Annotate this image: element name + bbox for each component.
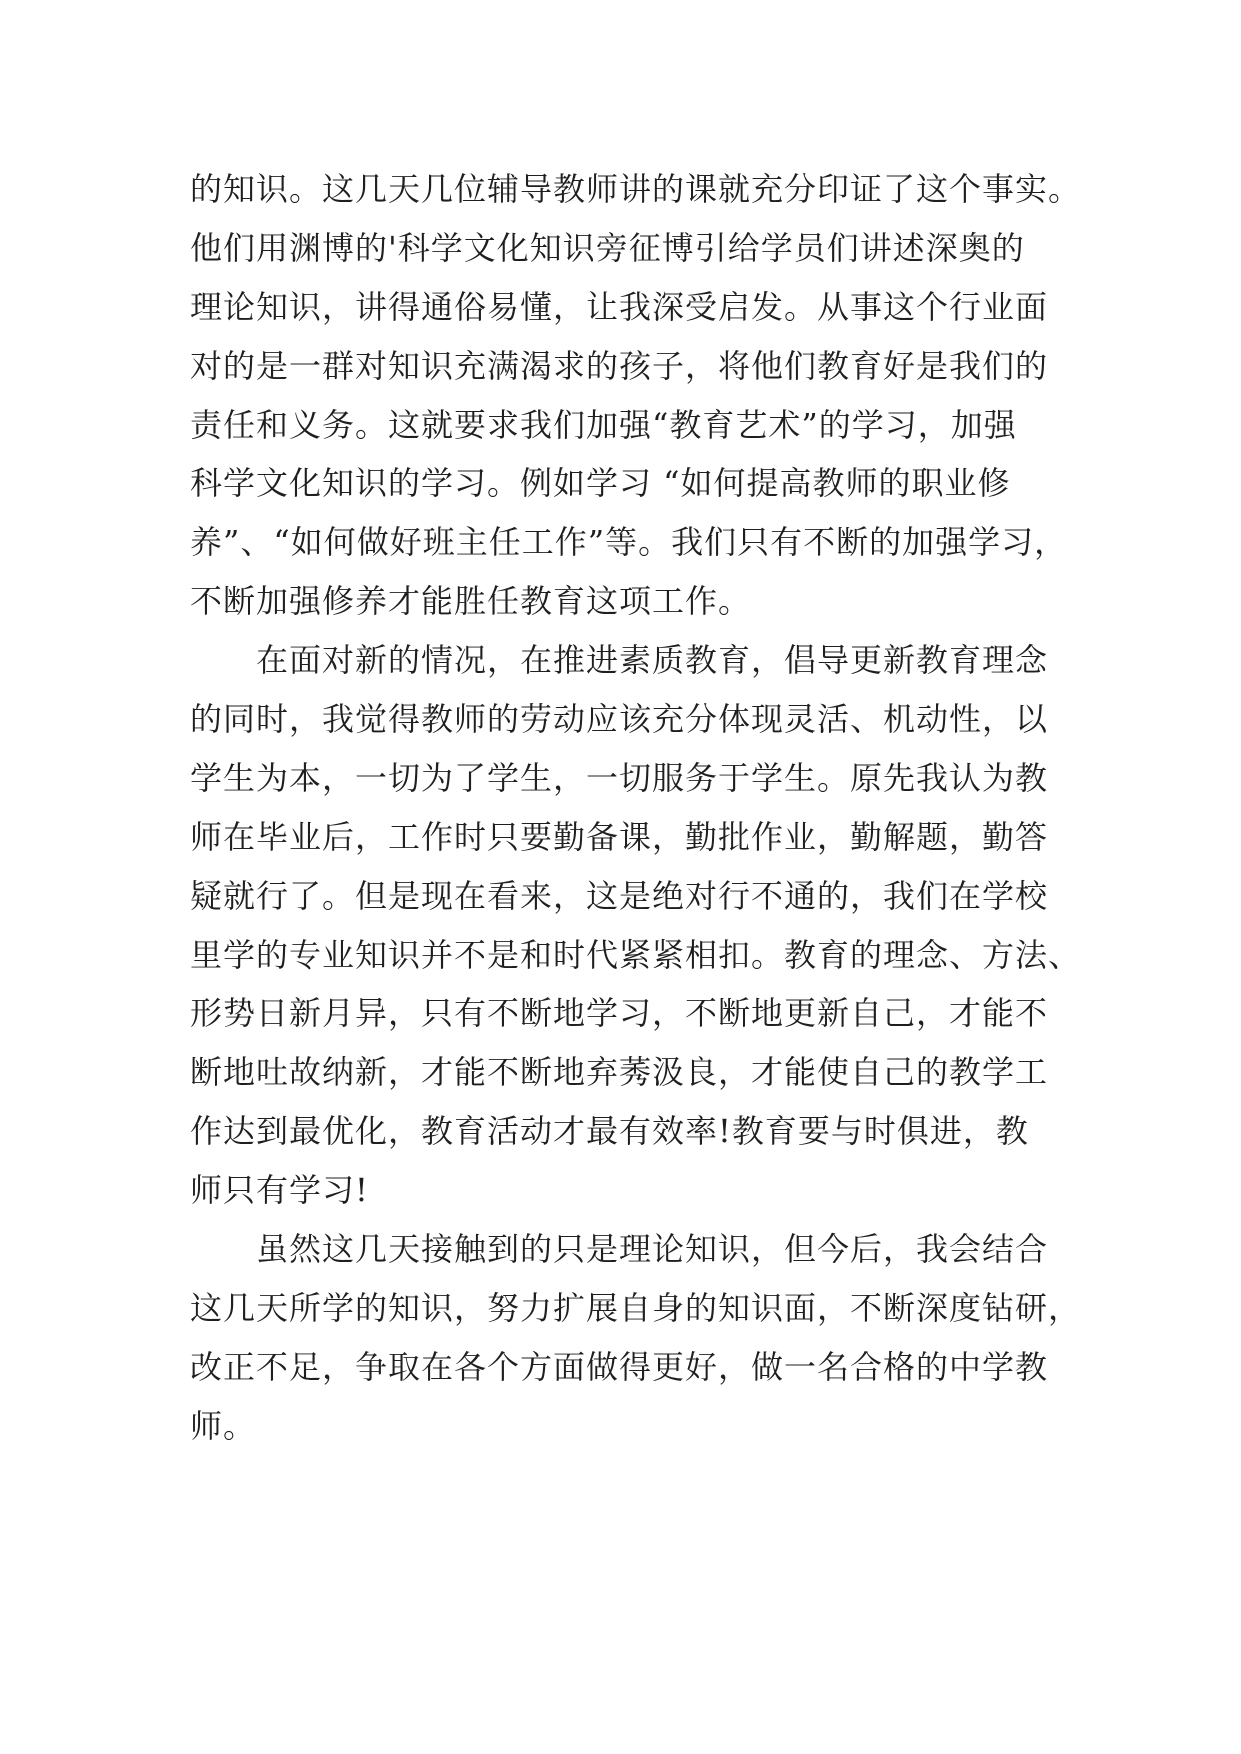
text-line: 在面对新的情况，在推进素质教育，倡导更新教育理念 <box>190 641 1049 680</box>
text-line: 里学的专业知识并不是和时代紧紧相扣。教育的理念、方法、 <box>190 935 1082 974</box>
text-line: 的知识。这几天几位辅导教师讲的课就充分印证了这个事实。 <box>190 170 1082 208</box>
text-line: 责任和义务。这就要求我们加强“教育艺术”的学习，加强 <box>190 405 1017 444</box>
text-line: 师只有学习! <box>190 1171 369 1210</box>
text-line: 他们用渊博的'科学文化知识旁征博引给学员们讲述深奥的 <box>190 228 1025 267</box>
text-line: 虽然这几天接触到的只是理论知识，但今后，我会结合 <box>190 1230 1049 1269</box>
text-line: 这几天所学的知识，努力扩展自身的知识面，不断深度钻研， <box>190 1288 1082 1327</box>
text-line: 师。 <box>190 1406 257 1445</box>
text-line: 对的是一群对知识充满渴求的孩子，将他们教育好是我们的 <box>190 346 1049 385</box>
text-line: 形势日新月异，只有不断地学习，不断地更新自己，才能不 <box>190 994 1049 1033</box>
text-line: 的同时，我觉得教师的劳动应该充分体现灵活、机动性，以 <box>190 700 1049 739</box>
text-line: 科学文化知识的学习。例如学习 “如何提高教师的职业修 <box>190 464 1011 503</box>
text-line: 断地吐故纳新，才能不断地弃莠汲良，才能使自己的教学工 <box>190 1053 1049 1092</box>
text-line: 疑就行了。但是现在看来，这是绝对行不通的，我们在学校 <box>190 876 1049 915</box>
text-line: 作达到最优化，教育活动才最有效率!教育要与时俱进，教 <box>190 1112 1029 1151</box>
text-line: 改正不足，争取在各个方面做得更好，做一名合格的中学教 <box>190 1347 1049 1386</box>
text-line: 不断加强修养才能胜任教育这项工作。 <box>190 582 752 621</box>
body-text <box>190 160 1090 1456</box>
text-line: 师在毕业后，工作时只要勤备课，勤批作业，勤解题，勤答 <box>190 817 1049 856</box>
text-line: 理论知识，讲得通俗易懂，让我深受启发。从事这个行业面 <box>190 287 1049 326</box>
text-line: 学生为本，一切为了学生，一切服务于学生。原先我认为教 <box>190 758 1049 797</box>
text-line: 养”、“如何做好班主任工作”等。我们只有不断的加强学习， <box>190 523 1068 562</box>
